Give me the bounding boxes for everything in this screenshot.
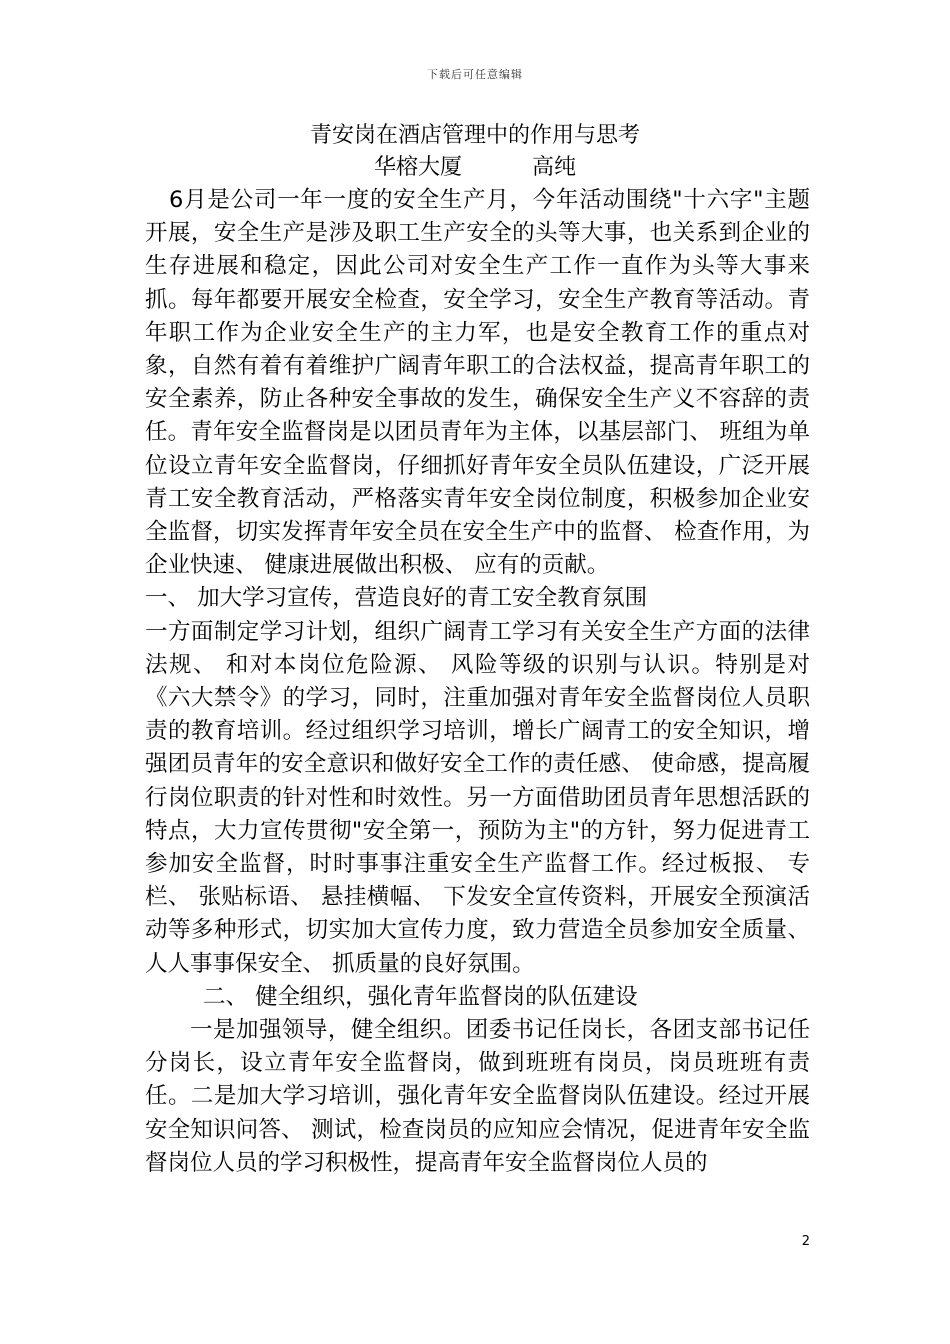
paragraph-section-1: 一方面制定学习计划，组织广阔青工学习有关安全生产方面的法律法规、 和对本岗位危险源、 风险等级的识别与认识。特别是对《六大禁令》的学习，同时，注重加强对青年安全监督岗位人员职责的教育培训。经过组织学习培训，增长广阔青工的安全知识，增强团员青年的安全意识和做好安全工作的责任感、 使命感，提高履行岗位职责的针对性和时效性。另一方面借助团员青年思想活跃的特点，大力宣传贯彻"安全第一，预防为主"的方针，努力促进青工参加安全监督，时时事事注重安全生产监督工作。经过板报、 专栏、 张贴标语、 悬挂横幅、 下发安全宣传资料，开展安全预演活动等多种形式，切实加大宣传力度，致力营造全员参加安全质量、 人人事事保安全、 抓质量的良好氛围。 <box>145 618 810 977</box>
organization-name: 华榕大厦 <box>373 155 462 180</box>
section-heading-1: 一、 加大学习宣传，营造良好的青工安全教育氛围 <box>145 585 648 612</box>
page-number: 2 <box>801 1234 810 1249</box>
paragraph-intro: 6月是公司一年一度的安全生产月，今年活动围绕"十六字"主题开展，安全生产是涉及职工生产安全的头等大事，也关系到企业的生存进展和稳定，因此公司对安全生产工作一直作为头等大事来抓。每年都要开展安全检查，安全学习，安全生产教育等活动。青年职工作为企业安全生产的主力军，也是安全教育工作的重点对象，自然有着有着维护广阔青年职工的合法权益，提高青年职工的安全素养，防止各种安全事故的发生，确保安全生产义不容辞的责任。青年安全监督岗是以团员青年为主体，以基层部门、 班组为单位设立青年安全监督岗，仔细抓好青年安全员队伍建设，广泛开展青工安全教育活动，严格落实青年安全岗位制度，积极参加企业安全监督，切实发挥青年安全员在安全生产中的监督、 检查作用，为企业快速、 健康进展做出积极、 应有的贡献。 <box>145 187 810 579</box>
section-heading-2: 二、 健全组织，强化青年监督岗的队伍建设 <box>203 983 638 1010</box>
author-name: 高纯 <box>532 155 577 180</box>
paragraph-section-2: 一是加强领导，健全组织。团委书记任岗长，各团支部书记任分岗长，设立青年安全监督岗，做到班班有岗员，岗员班班有责任。二是加大学习培训，强化青年安全监督岗队伍建设。经过开展安全知识问答、 测试，检查岗员的应知应会情况，促进青年安全监督岗位人员的学习积极性，提高青年安全监督岗位人员的 <box>145 1017 810 1176</box>
byline <box>0 152 950 184</box>
document-body <box>145 184 810 1180</box>
document-title: 青安岗在酒店管理中的作用与思考 <box>309 123 640 148</box>
page-header-note: 下载后可任意编辑 <box>427 68 523 81</box>
